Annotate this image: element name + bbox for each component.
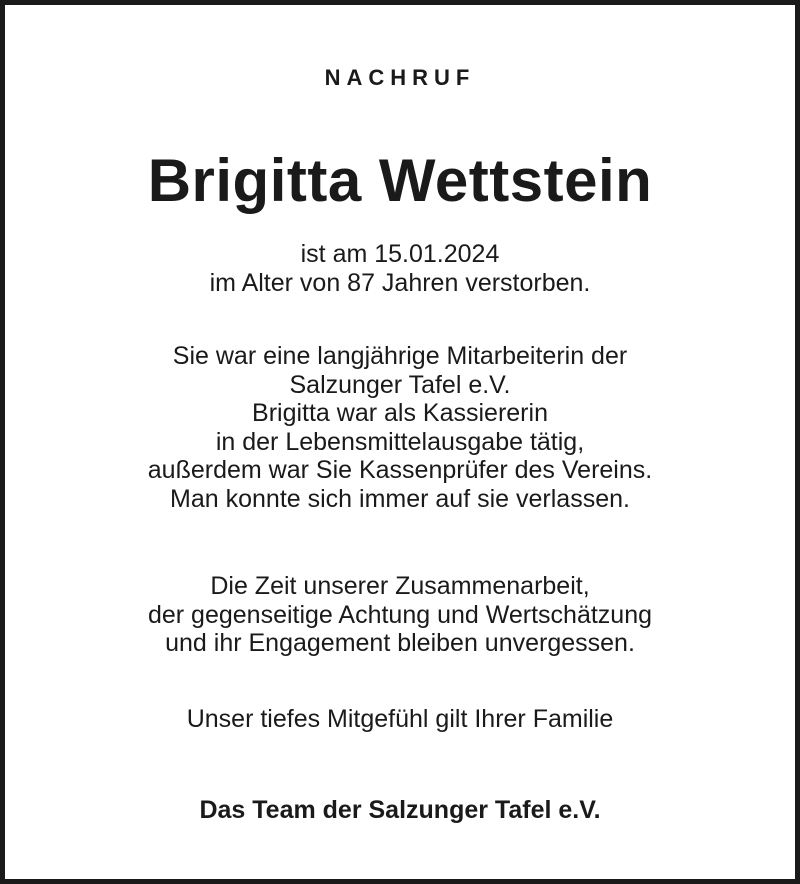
text-line: Brigitta war als Kassiererin (252, 399, 548, 427)
text-line: Salzunger Tafel e.V. (289, 370, 511, 399)
text-line: Unser tiefes Mitgefühl gilt Ihrer Familie (186, 705, 614, 733)
notice-kicker: NACHRUF (324, 65, 476, 90)
tribute-paragraph (5, 572, 795, 658)
text-line: und ihr Engagement bleiben unvergessen. (165, 629, 635, 657)
text-line: ist am 15.01.2024 (300, 240, 500, 268)
death-date-paragraph (5, 240, 795, 297)
text-line: im Alter von 87 Jahren verstorben. (209, 268, 591, 297)
signature: Das Team der Salzunger Tafel e.V. (199, 796, 601, 824)
biography-paragraph (5, 342, 795, 513)
text-line: der gegenseitige Achtung und Wertschätzung (147, 600, 653, 629)
text-line: Man konnte sich immer auf sie verlassen. (170, 484, 630, 513)
deceased-name: Brigitta Wettstein (147, 147, 653, 214)
text-line: Sie war eine langjährige Mitarbeiterin der (172, 342, 628, 370)
text-line: Die Zeit unserer Zusammenarbeit, (210, 572, 590, 600)
condolence-paragraph (5, 705, 795, 734)
text-line: in der Lebensmittelausgabe tätig, (215, 427, 585, 456)
text-line: außerdem war Sie Kassenprüfer des Vereins. (147, 456, 653, 484)
